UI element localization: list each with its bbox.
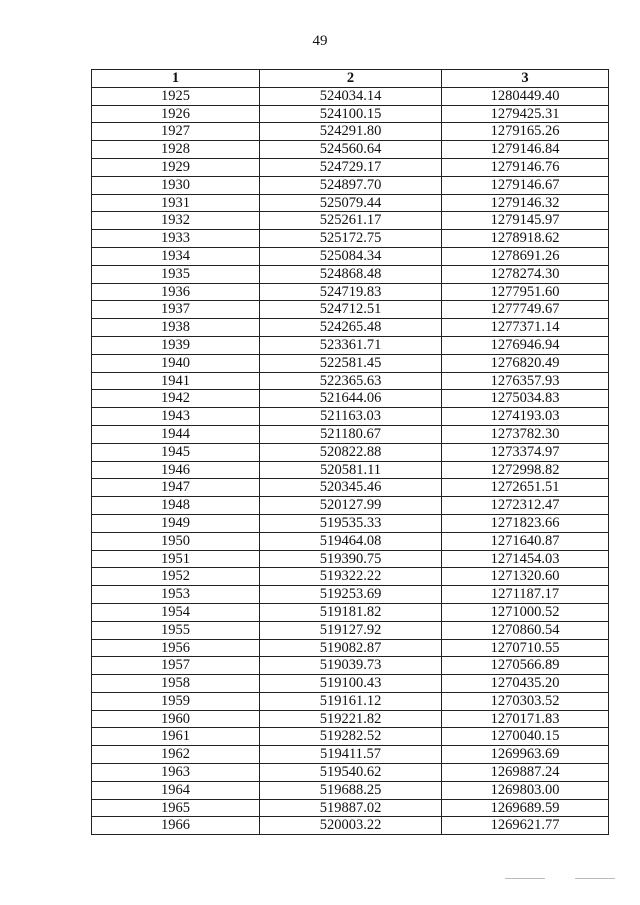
point-number-cell: 1936: [92, 283, 260, 301]
point-number-cell: 1955: [92, 621, 260, 639]
point-number-cell: 1958: [92, 675, 260, 693]
scan-artifact-line: [575, 878, 615, 879]
point-number-cell: 1952: [92, 568, 260, 586]
x-coordinate-cell: 520003.22: [260, 817, 442, 835]
point-number-cell: 1939: [92, 336, 260, 354]
x-coordinate-cell: 525084.34: [260, 247, 442, 265]
x-coordinate-cell: 520581.11: [260, 461, 442, 479]
table-row: [92, 123, 609, 141]
x-coordinate-cell: 522365.63: [260, 372, 442, 390]
y-coordinate-cell: 1273782.30: [442, 425, 609, 443]
coordinates-table-container: [91, 69, 608, 835]
point-number-cell: 1964: [92, 781, 260, 799]
column-header-2: 2: [260, 70, 442, 88]
y-coordinate-cell: 1269963.69: [442, 746, 609, 764]
y-coordinate-cell: 1269689.59: [442, 799, 609, 817]
x-coordinate-cell: 521644.06: [260, 390, 442, 408]
y-coordinate-cell: 1278918.62: [442, 230, 609, 248]
y-coordinate-cell: 1271454.03: [442, 550, 609, 568]
point-number-cell: 1962: [92, 746, 260, 764]
y-coordinate-cell: 1280449.40: [442, 87, 609, 105]
x-coordinate-cell: 521180.67: [260, 425, 442, 443]
y-coordinate-cell: 1277371.14: [442, 319, 609, 337]
point-number-cell: 1960: [92, 710, 260, 728]
y-coordinate-cell: 1270435.20: [442, 675, 609, 693]
table-row: [92, 568, 609, 586]
x-coordinate-cell: 524897.70: [260, 176, 442, 194]
point-number-cell: 1966: [92, 817, 260, 835]
table-row: [92, 176, 609, 194]
table-row: [92, 497, 609, 515]
y-coordinate-cell: 1269621.77: [442, 817, 609, 835]
point-number-cell: 1928: [92, 141, 260, 159]
point-number-cell: 1950: [92, 532, 260, 550]
x-coordinate-cell: 525079.44: [260, 194, 442, 212]
table-row: [92, 265, 609, 283]
point-number-cell: 1929: [92, 158, 260, 176]
y-coordinate-cell: 1271000.52: [442, 603, 609, 621]
point-number-cell: 1932: [92, 212, 260, 230]
x-coordinate-cell: 525261.17: [260, 212, 442, 230]
y-coordinate-cell: 1276946.94: [442, 336, 609, 354]
table-row: [92, 105, 609, 123]
x-coordinate-cell: 524560.64: [260, 141, 442, 159]
y-coordinate-cell: 1276357.93: [442, 372, 609, 390]
table-row: [92, 319, 609, 337]
point-number-cell: 1935: [92, 265, 260, 283]
y-coordinate-cell: 1279425.31: [442, 105, 609, 123]
y-coordinate-cell: 1276820.49: [442, 354, 609, 372]
table-row: [92, 639, 609, 657]
table-row: [92, 425, 609, 443]
x-coordinate-cell: 519535.33: [260, 514, 442, 532]
point-number-cell: 1948: [92, 497, 260, 515]
point-number-cell: 1946: [92, 461, 260, 479]
point-number-cell: 1925: [92, 87, 260, 105]
point-number-cell: 1934: [92, 247, 260, 265]
table-row: [92, 692, 609, 710]
x-coordinate-cell: 524034.14: [260, 87, 442, 105]
point-number-cell: 1941: [92, 372, 260, 390]
y-coordinate-cell: 1273374.97: [442, 443, 609, 461]
scan-artifact-line: [505, 878, 545, 879]
y-coordinate-cell: 1272998.82: [442, 461, 609, 479]
column-header-3: 3: [442, 70, 609, 88]
point-number-cell: 1963: [92, 764, 260, 782]
table-row: [92, 764, 609, 782]
x-coordinate-cell: 519464.08: [260, 532, 442, 550]
y-coordinate-cell: 1269887.24: [442, 764, 609, 782]
table-row: [92, 336, 609, 354]
table-row: [92, 479, 609, 497]
x-coordinate-cell: 519411.57: [260, 746, 442, 764]
point-number-cell: 1949: [92, 514, 260, 532]
x-coordinate-cell: 519390.75: [260, 550, 442, 568]
point-number-cell: 1940: [92, 354, 260, 372]
table-row: [92, 247, 609, 265]
point-number-cell: 1942: [92, 390, 260, 408]
x-coordinate-cell: 524291.80: [260, 123, 442, 141]
y-coordinate-cell: 1271640.87: [442, 532, 609, 550]
point-number-cell: 1957: [92, 657, 260, 675]
table-row: [92, 230, 609, 248]
table-row: [92, 443, 609, 461]
point-number-cell: 1943: [92, 408, 260, 426]
point-number-cell: 1965: [92, 799, 260, 817]
x-coordinate-cell: 524265.48: [260, 319, 442, 337]
table-row: [92, 194, 609, 212]
y-coordinate-cell: 1270710.55: [442, 639, 609, 657]
table-header-row: [92, 70, 609, 88]
x-coordinate-cell: 524712.51: [260, 301, 442, 319]
point-number-cell: 1926: [92, 105, 260, 123]
table-row: [92, 817, 609, 835]
y-coordinate-cell: 1279146.76: [442, 158, 609, 176]
x-coordinate-cell: 524729.17: [260, 158, 442, 176]
table-row: [92, 532, 609, 550]
table-row: [92, 461, 609, 479]
x-coordinate-cell: 519540.62: [260, 764, 442, 782]
x-coordinate-cell: 520345.46: [260, 479, 442, 497]
x-coordinate-cell: 522581.45: [260, 354, 442, 372]
x-coordinate-cell: 519253.69: [260, 586, 442, 604]
x-coordinate-cell: 525172.75: [260, 230, 442, 248]
y-coordinate-cell: 1271823.66: [442, 514, 609, 532]
y-coordinate-cell: 1277749.67: [442, 301, 609, 319]
y-coordinate-cell: 1270860.54: [442, 621, 609, 639]
point-number-cell: 1956: [92, 639, 260, 657]
x-coordinate-cell: 519082.87: [260, 639, 442, 657]
y-coordinate-cell: 1270303.52: [442, 692, 609, 710]
point-number-cell: 1954: [92, 603, 260, 621]
table-row: [92, 283, 609, 301]
x-coordinate-cell: 524719.83: [260, 283, 442, 301]
page-number: 49: [312, 33, 328, 49]
table-body: [92, 87, 609, 834]
y-coordinate-cell: 1279146.84: [442, 141, 609, 159]
y-coordinate-cell: 1270040.15: [442, 728, 609, 746]
x-coordinate-cell: 519127.92: [260, 621, 442, 639]
y-coordinate-cell: 1270171.83: [442, 710, 609, 728]
table-row: [92, 710, 609, 728]
point-number-cell: 1937: [92, 301, 260, 319]
x-coordinate-cell: 519221.82: [260, 710, 442, 728]
column-header-1: 1: [92, 70, 260, 88]
point-number-cell: 1938: [92, 319, 260, 337]
table-row: [92, 212, 609, 230]
table-row: [92, 87, 609, 105]
table-row: [92, 781, 609, 799]
x-coordinate-cell: 520822.88: [260, 443, 442, 461]
y-coordinate-cell: 1279146.67: [442, 176, 609, 194]
table-row: [92, 603, 609, 621]
y-coordinate-cell: 1271320.60: [442, 568, 609, 586]
coordinates-table: [91, 69, 609, 835]
x-coordinate-cell: 523361.71: [260, 336, 442, 354]
point-number-cell: 1953: [92, 586, 260, 604]
x-coordinate-cell: 519322.22: [260, 568, 442, 586]
table-row: [92, 372, 609, 390]
table-row: [92, 586, 609, 604]
point-number-cell: 1945: [92, 443, 260, 461]
y-coordinate-cell: 1270566.89: [442, 657, 609, 675]
x-coordinate-cell: 519039.73: [260, 657, 442, 675]
y-coordinate-cell: 1275034.83: [442, 390, 609, 408]
y-coordinate-cell: 1269803.00: [442, 781, 609, 799]
table-row: [92, 141, 609, 159]
y-coordinate-cell: 1277951.60: [442, 283, 609, 301]
x-coordinate-cell: 520127.99: [260, 497, 442, 515]
y-coordinate-cell: 1274193.03: [442, 408, 609, 426]
point-number-cell: 1930: [92, 176, 260, 194]
table-row: [92, 390, 609, 408]
y-coordinate-cell: 1279145.97: [442, 212, 609, 230]
x-coordinate-cell: 524100.15: [260, 105, 442, 123]
x-coordinate-cell: 519100.43: [260, 675, 442, 693]
table-row: [92, 301, 609, 319]
table-row: [92, 514, 609, 532]
table-row: [92, 728, 609, 746]
y-coordinate-cell: 1272312.47: [442, 497, 609, 515]
table-row: [92, 550, 609, 568]
point-number-cell: 1931: [92, 194, 260, 212]
table-row: [92, 746, 609, 764]
table-row: [92, 354, 609, 372]
x-coordinate-cell: 524868.48: [260, 265, 442, 283]
point-number-cell: 1933: [92, 230, 260, 248]
table-row: [92, 158, 609, 176]
y-coordinate-cell: 1279146.32: [442, 194, 609, 212]
table-row: [92, 408, 609, 426]
point-number-cell: 1947: [92, 479, 260, 497]
point-number-cell: 1951: [92, 550, 260, 568]
y-coordinate-cell: 1272651.51: [442, 479, 609, 497]
y-coordinate-cell: 1279165.26: [442, 123, 609, 141]
table-row: [92, 621, 609, 639]
table-row: [92, 657, 609, 675]
table-row: [92, 675, 609, 693]
point-number-cell: 1944: [92, 425, 260, 443]
point-number-cell: 1961: [92, 728, 260, 746]
x-coordinate-cell: 521163.03: [260, 408, 442, 426]
x-coordinate-cell: 519688.25: [260, 781, 442, 799]
x-coordinate-cell: 519161.12: [260, 692, 442, 710]
x-coordinate-cell: 519181.82: [260, 603, 442, 621]
x-coordinate-cell: 519887.02: [260, 799, 442, 817]
point-number-cell: 1927: [92, 123, 260, 141]
y-coordinate-cell: 1271187.17: [442, 586, 609, 604]
table-row: [92, 799, 609, 817]
point-number-cell: 1959: [92, 692, 260, 710]
y-coordinate-cell: 1278274.30: [442, 265, 609, 283]
x-coordinate-cell: 519282.52: [260, 728, 442, 746]
y-coordinate-cell: 1278691.26: [442, 247, 609, 265]
